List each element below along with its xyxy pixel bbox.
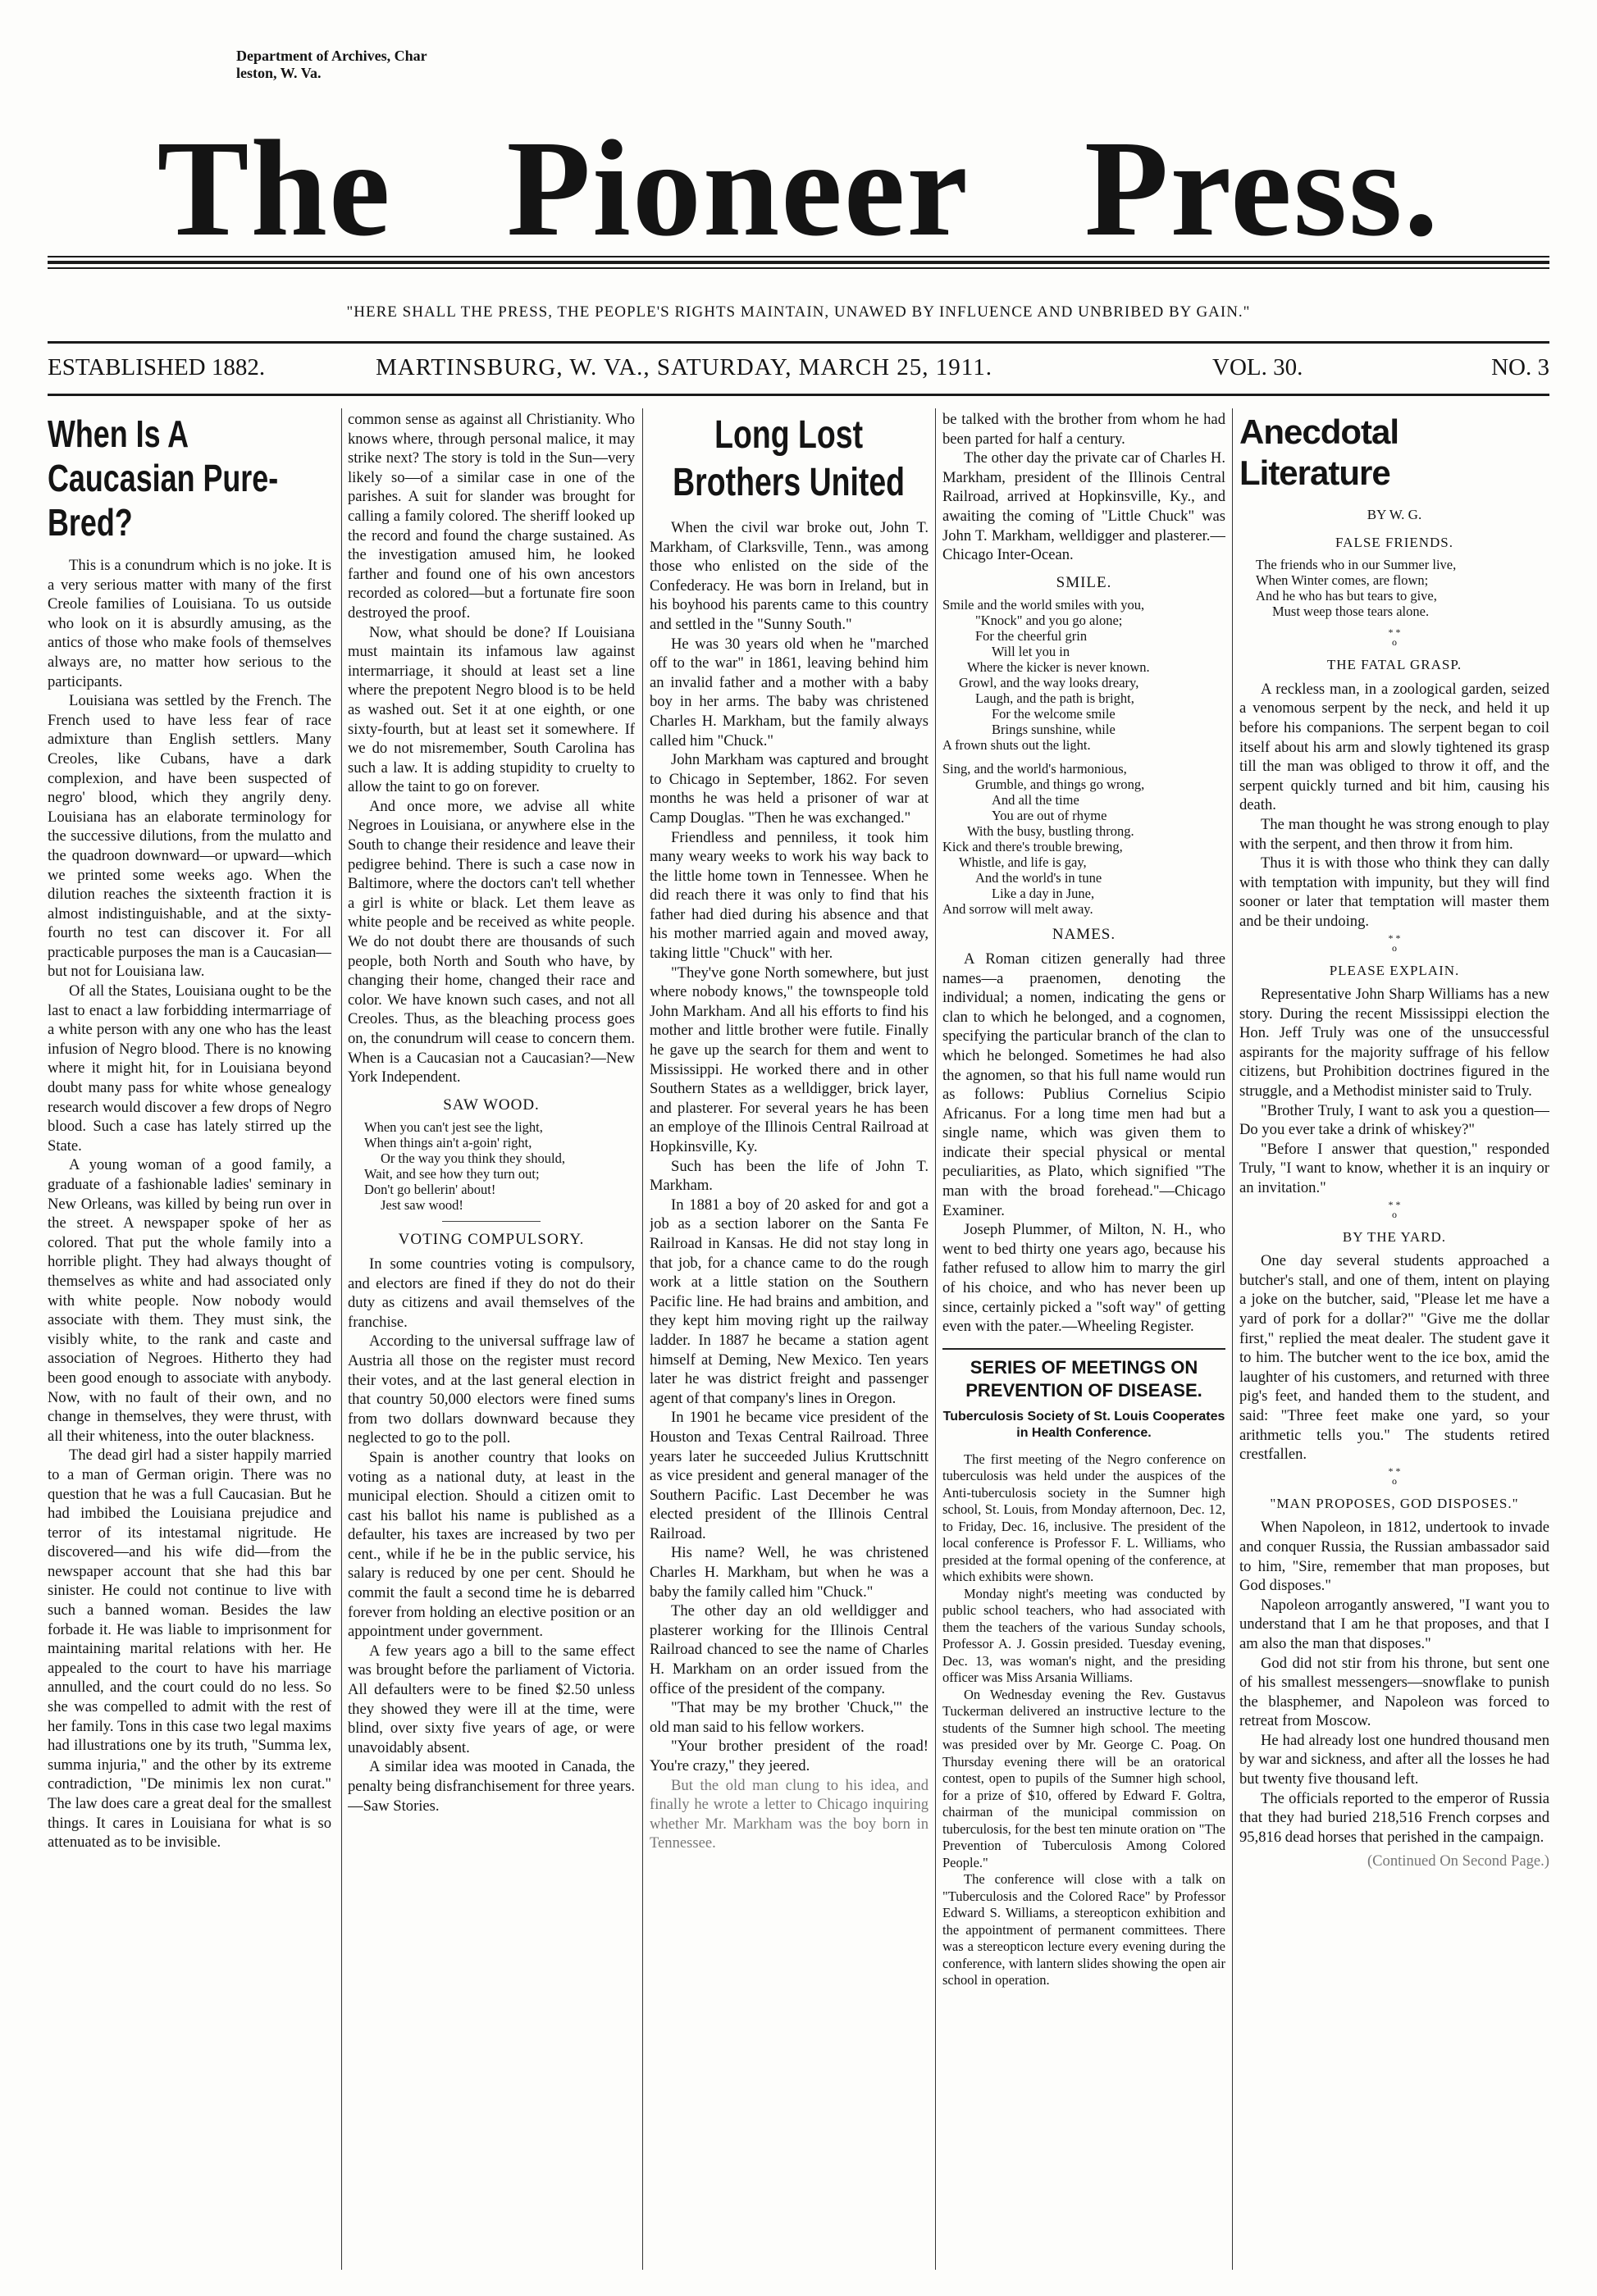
names-para-1: A Roman citizen generally had three names—a praenomen, denoting the individual; a nomen, indicating the gens or clan to which he belonged, and a cognomen, specifying the particular branch of the clan to which he belonged. Sometimes he had also the agnomen, so that his full name would run as follows: Publius Cornelius Scipio Africanus. For a long time men had but a single name, which was given them to indicate their special physical or mental peculiarities, as Plato, which signified "The man with the broad forehead."—Chicago Examiner. (942, 950, 1225, 1219)
smile-line: Kick and there's trouble brewing, (942, 839, 1123, 855)
please-explain-title: PLEASE EXPLAIN. (1329, 962, 1460, 978)
masthead-rule-top (48, 256, 1549, 257)
voting-para-5: A similar idea was mooted in Canada, the penalty being disfranchisement for three years.—Saw Stories. (348, 1758, 635, 1815)
smile-line: Where the kicker is never known. (967, 659, 1150, 676)
smile-line: Growl, and the way looks dreary, (959, 675, 1139, 691)
smile-verse (942, 597, 1225, 917)
col3-para-8: In 1901 he became vice president of the Houston and Texas Central Railroad. Three years later he succeeded Julius Kruttschnitt as vice president and general manager of the Southern Pacific. Last December he was elected president of the Illinois Central Railroad. (650, 1409, 929, 1542)
smile-line: Like a day in June, (992, 886, 1095, 902)
archive-stamp (236, 48, 427, 82)
column-rule-3 (935, 408, 936, 2270)
issue-number: NO. 3 (1491, 354, 1549, 380)
column-2 (348, 410, 635, 2267)
smile-line: And all the time (992, 792, 1079, 809)
false-friends-line: Must weep those tears alone. (1272, 604, 1430, 620)
headline-caucasian: When Is A Caucasian Pure-Bred? (48, 412, 279, 544)
false-friends-line: When Winter comes, are flown; (1256, 572, 1429, 589)
masthead-word-the: The (157, 112, 392, 265)
volume: VOL. 30. (1212, 354, 1303, 380)
saw-wood-line: When things ain't a-goin' right, (364, 1135, 532, 1151)
please-explain-para-2: "Brother Truly, I want to ask you a question—Do you ever take a drink of whiskey?" (1239, 1101, 1549, 1139)
motto: "HERE SHALL THE PRESS, THE PEOPLE'S RIGHTS MAINTAIN, UNAWED BY INFLUENCE AND UNBRIBED BY GAIN." (346, 303, 1251, 321)
masthead-word-press: Press. (1084, 112, 1440, 265)
col3-para-9: His name? Well, he was christened Charles H. Markham, but when he was a baby the family called him "Chuck." (650, 1544, 929, 1601)
ornament: * * o (1388, 1198, 1401, 1220)
masthead-word-pioneer: Pioneer (506, 112, 970, 265)
col2-para-2: Now, what should be done? If Louisiana must maintain its infamous law against intermarriage, it should at least set a line where the prepotent Negro blood is to be held as washed out. Set it at one eighth, or one sixty-fourth, but at least set it somewhere. If we do not misremember, South Carolina has such a law. It is adding stupidity to cruelty to allow the taint to go on forever. (348, 623, 635, 796)
archive-stamp-line2: leston, W. Va. (236, 65, 322, 81)
col1-para-1: This is a conundrum which is no joke. It is a very serious matter with many of the first Creole families of Louisiana. To us outside who look on it is absurdly amusing, as the antics of those who make fools of themselves always are, no matter how serious to the participants. (48, 557, 331, 690)
dateline (48, 354, 1549, 390)
man-proposes-para-5: The officials reported to the emperor of Russia that they had buried 218,516 French corpses and 95,816 dead horses that perished in the campaign. (1239, 1789, 1549, 1846)
names-para-2: Joseph Plummer, of Milton, N. H., who went to bed thirty one years ago, because his father refused to allow him to marry the girl of his choice, and who has never been up since, certainly picked a "soft way" of getting even with the pater.—Wheeling Register. (942, 1221, 1225, 1336)
please-explain-para-1: Representative John Sharp Williams has a new story. During the recent Mississippi election the Hon. Jeff Truly was one of the unsuccessful aspirants for the majority suffrage of his fellow citizens, but Prohibition doctrines figured in the struggle, and a Methodist minister said to Truly. (1239, 986, 1549, 1100)
smile-title: SMILE. (1056, 573, 1112, 591)
voting-compulsory-title: VOTING COMPULSORY. (398, 1231, 585, 1249)
voting-para-2: According to the universal suffrage law of Austria all those on the register must record their votes, and at the last general election in that country 50,000 electors were fined sums from two dollars downward because they neglected to go to the poll. (348, 1332, 635, 1447)
smile-line: For the welcome smile (992, 706, 1116, 722)
column-4 (942, 410, 1225, 2267)
col3-para-6: Such has been the life of John T. Markham. (650, 1157, 929, 1195)
col3-para-13: But the old man clung to his idea, and finally he wrote a letter to Chicago inquiring whether Mr. Markham was the boy born in Tennessee. (650, 1776, 929, 1852)
smile-line: Brings sunshine, while (992, 722, 1116, 738)
man-proposes-para-4: He had already lost one hundred thousand men by war and sickness, and after all the losses he had but twenty five thousand left. (1239, 1731, 1549, 1788)
smile-line: For the cheerful grin (975, 628, 1088, 645)
ornament: * * o (1388, 1465, 1401, 1487)
smile-line: Whistle, and life is gay, (959, 854, 1087, 871)
smile-line: Sing, and the world's harmonious, (942, 761, 1127, 777)
column-3 (650, 410, 929, 2267)
column-rule-1 (341, 408, 342, 2270)
established: ESTABLISHED 1882. (48, 354, 266, 380)
man-proposes-para-3: God did not stir from his throne, but sent one of his smallest messengers—snowflake to punish the blasphemer, and Napoleon was forced to retreat from Moscow. (1239, 1654, 1549, 1730)
series-meetings-title: SERIES OF MEETINGS ON PREVENTION OF DISEASE. (965, 1356, 1202, 1401)
man-proposes-para-1: When Napoleon, in 1812, undertook to invade and conquer Russia, the Russian ambassador said to him, "Sire, remember that man proposes, but God disposes." (1239, 1519, 1549, 1595)
smile-stanza-gap (942, 753, 1225, 761)
headline-anecdotal: Anecdotal Literature (1239, 412, 1399, 492)
col1-para-4: A young woman of a good family, a graduate of a fashionable ladies' seminary in New Orleans, was killed by being run over in the street. A newspaper spoke of her as colored. That put the whole family into a horrible plight. They had always thought of themselves as white and had associated only with white people. Now nobody would associate with them. They must sink, the visibly white, to the rank and caste and association of Negroes. Hitherto they had been good enough to associate with anybody. Now, with no fault of their own, and no change in themselves, they were thrust, with all their whiteness, into the outer blackness. (48, 1156, 331, 1445)
column-rule-2 (642, 408, 643, 2270)
saw-wood-line: Wait, and see how they turn out; (364, 1166, 540, 1182)
saw-wood-line: When you can't jest see the light, (364, 1119, 543, 1136)
smile-line: Laugh, and the path is bright, (975, 690, 1134, 707)
masthead-rule-thick (48, 261, 1549, 264)
archive-stamp-line1: Department of Archives, Char (236, 48, 427, 64)
divider (942, 1348, 1225, 1350)
false-friends-line: The friends who in our Summer live, (1256, 557, 1457, 573)
col3-para-7: In 1881 a boy of 20 asked for and got a job as a section laborer on the Santa Fe Railroad in Kansas. He did not stay long in that job, for a chance came to do the rough work at a little station on the Southern Pacific line. He had brains and ambition, and they kept him moving right up the railway ladder. In 1887 he became a station agent himself at Deming, New Mexico. Ten years later he was district freight and passenger agent of that company's lines in Oregon. (650, 1196, 929, 1407)
divider (442, 1221, 541, 1222)
dateline-rule-top (48, 341, 1549, 344)
series-para-1: The first meeting of the Negro conference on tuberculosis was held under the auspices of the Anti-tuberculosis society in the Sumner high school, St. Louis, from Monday afternoon, Dec. 12, to Friday, Dec. 16, inclusive. The president of the local conference is Professor F. L. Williams, who presided at the formal opening of the conference, at which exhibits were shown. (942, 1451, 1225, 1585)
smile-line: You are out of rhyme (992, 808, 1107, 824)
fatal-grasp-para-3: Thus it is with those who think they can dally with temptation with impunity, but they will find sooner or later that temptation will master them and be their undoing. (1239, 854, 1549, 930)
col1-para-2: Louisiana was settled by the French. The French used to have less fear of race admixture than English settlers. Many Creoles, like Cubans, have a dark complexion, and have been suspected of negro' blood, which they angrily deny. Louisiana has an elaborate terminology for the successive dilutions, from the mulatto and the quadroon downward—or upward—which we printed some weeks ago. When the dilution reaches the sixteenth fraction it is almost indistinguishable, and at the sixty-fourth no test can discover it. For all practicable purposes the man is a Caucasian—but not for Louisiana law. (48, 692, 331, 981)
smile-line: Smile and the world smiles with you, (942, 597, 1145, 613)
column-rule-4 (1232, 408, 1233, 2270)
ornament: * * o (1388, 932, 1401, 954)
column-1 (48, 410, 331, 2267)
col2-para-1: common sense as against all Christianity. Who knows where, through personal malice, it may strike next? The story is told in the Sun—very likely so—of a similar case in one of the parishes. A suit for slander was brought for calling a family colored. The sheriff looked up the record and found the charge sustained. As the investigation amused him, he looked farther and found one of his own ancestors recorded as colored—but a fortunate fire soon destroyed the proof. (348, 411, 635, 622)
col4-para-2: The other day the private car of Charles H. Markham, president of the Illinois Central Railroad, arrived at Hopkinsville, Ky., and awaiting the coming of "Little Chuck" was John T. Markham, welldigger and plasterer.—Chicago Inter-Ocean. (942, 449, 1225, 564)
dateline-rule-bottom (48, 394, 1549, 396)
col3-para-2: He was 30 years old when he "marched off to the war" in 1861, leaving behind him an invalid father and a mother with a baby boy in her arms. The baby was christened Charles H. Markham, but the family always called him "Chuck." (650, 635, 929, 749)
false-friends-verse (1239, 557, 1549, 619)
by-the-yard-para-1: One day several students approached a butcher's stall, and one of them, intent on playing a joke on the butcher, said, "Please let me have a yard of pork for a dollar?" "Give me the dollar first," replied the meat dealer. The student gave it to him. The butcher went to the ice box, amid the laughter of his customers, and returned with three pig's feet, and handed them to the student, and said: "Three feet make one yard, so your arithmetic tells you." The students retired crestfallen. (1239, 1252, 1549, 1464)
smile-line: With the busy, bustling throng. (967, 823, 1134, 840)
ornament: * * o (1388, 626, 1401, 649)
col3-para-1: When the civil war broke out, John T. Markham, of Clarksville, Tenn., was among those who enlisted on the side of the Confederacy. He was born in Ireland, but in his boyhood his parents came to this country and settled in the "Sunny South." (650, 519, 929, 633)
col2-para-3: And once more, we advise all white Negroes in Louisiana, or anywhere else in the South to change their residence and leave their pedigree behind. There is such a case now in Baltimore, where the doctors can't tell whether a girl is white or black. Let them leave as white people and be received as white people. We do not doubt there are thousands of such people, both North and South who have, by changing their home, changed their race and color. We have known such cases, and not all Creoles. Thus, as the bleaching process goes on, the conundrum will cease to concern them. When is a Caucasian not a Caucasian?—New York Independent. (348, 797, 635, 1086)
continued-note: (Continued On Second Page.) (1367, 1852, 1549, 1870)
col3-para-4: Friendless and penniless, it took him many weary weeks to work his way back to the little home town in Tennessee. When he did reach there it was only to find that his father had died during his absence and that his mother married again and moved away, taking little "Chuck" with her. (650, 828, 929, 963)
false-friends-line: And he who has but tears to give, (1256, 588, 1437, 604)
by-the-yard-title: BY THE YARD. (1342, 1228, 1447, 1245)
names-title: NAMES. (1052, 926, 1116, 944)
fatal-grasp-para-1: A reckless man, in a zoological garden, seized a venomous serpent by the neck, and held it up before his companions. The serpent began to coil itself about his arm and slowly tightened its grasp till the man was obliged to throw it off, and the serpent quickly turned and bit him, causing his death. (1239, 680, 1549, 814)
voting-para-4: A few years ago a bill to the same effect was brought before the parliament of Victoria. All defaulters were to be fined $2.50 unless they showed they were ill at the time, were blind, over sixty five years of age, or were unavoidably absent. (348, 1642, 635, 1756)
series-para-4: The conference will close with a talk on "Tuberculosis and the Colored Race" by Professor Edward S. Williams, a stereopticon exhibition and the appointment of permanent committees. There was a stereopticon lecture every evening during the conference, with lantern slides showing the open air school in operation. (942, 1871, 1225, 1988)
smile-line: And the world's in tune (975, 870, 1102, 886)
fatal-grasp-title: THE FATAL GRASP. (1326, 657, 1462, 673)
col3-para-10: The other day an old welldigger and plasterer working for the Illinois Central Railroad chanced to see the name of Charles H. Markham on an order issued from the office of the president of the company. (650, 1602, 929, 1697)
saw-wood-title: SAW WOOD. (443, 1096, 540, 1114)
saw-wood-line: Don't go bellerin' about! (364, 1182, 496, 1198)
smile-line: Grumble, and things go wrong, (975, 777, 1145, 793)
col1-para-5: The dead girl had a sister happily married to a man of German origin. There was no question that he was a full Caucasian. But he had imbibed the Louisiana prejudice and terror of its intestamal nigritude. He discovered—and his wife did—from the newspaper account that she had this bar sinister. He could not continue to live with such a banned woman. Besides the law forbade it. He was liable to imprisonment for maintaining marital relations with her. He appealed to the court to have his marriage annulled, and the court could do no less. So she was compelled to admit with the rest of her family. Tons in this case two legal maxims had illustrations one by its truth, "Summa lex, summa injuria," and the other by its extreme contradiction, "De minimis lex non curat." The law does care a great deal for the smallest things. It cares in Louisiana for what is so attenuated as to be invisible. (48, 1446, 331, 1852)
smile-line: A frown shuts out the light. (942, 737, 1091, 754)
man-proposes-para-2: Napoleon arrogantly answered, "I want you to understand that I am he that proposes, and that I am also the man that disposes." (1239, 1596, 1549, 1652)
column-5 (1239, 410, 1549, 2267)
series-meetings-subtitle: Tuberculosis Society of St. Louis Cooperates in Health Conference. (942, 1409, 1225, 1440)
voting-para-3: Spain is another country that looks on voting as a national duty, at least in the municipal election. Should a citizen omit to cast his ballot his name is published as a defaulter, his taxes are increased by two per cent., while if he be in the public service, his salary is reduced by one per cent. Should he commit the fault a second time he is debarred forever from holding an elective position or an appointment under government. (348, 1448, 635, 1641)
masthead-rule-bottom (48, 267, 1549, 269)
col3-para-3: John Markham was captured and brought to Chicago in September, 1862. For seven months he was held a prisoner of war at Camp Douglas. "Then he was exchanged." (650, 751, 929, 827)
saw-wood-verse (348, 1119, 635, 1213)
saw-wood-line: Jest saw wood! (381, 1197, 463, 1214)
col3-para-11: "That may be my brother 'Chuck,'" the old man said to his fellow workers. (650, 1699, 929, 1736)
smile-line: And sorrow will melt away. (942, 901, 1093, 918)
col3-para-5: "They've gone North somewhere, but just where nobody knows," the townspeople told John Markham. And all his efforts to find his mother and little brother were futile. Finally he gave up the search for them and went to Mississippi. He worked there and in other Southern States as a welldigger, brick layer, and plasterer. For several years he has been an employe of the Illinois Central Railroad at Hopkinsville, Ky. (650, 963, 929, 1155)
col3-para-12: "Your brother president of the road! You're crazy," they jeered. (650, 1738, 929, 1774)
false-friends-title: FALSE FRIENDS. (1335, 534, 1454, 550)
man-proposes-title: "MAN PROPOSES, GOD DISPOSES." (1270, 1495, 1519, 1511)
byline: BY W. G. (1367, 507, 1422, 522)
fatal-grasp-para-2: The man thought he was strong enough to play with the serpent, and then throw it from him. (1239, 815, 1549, 853)
smile-line: Will let you in (992, 644, 1070, 660)
col1-para-3: Of all the States, Louisiana ought to be the last to enact a law forbidding intermarriage of a white person with any one who has the least infusion of Negro blood. There is no knowing where it might hit, for in Louisiana beyond doubt many pass for white whose genealogy research would discover a few drops of Negro blood. Such a case has lately stirred up the State. (48, 982, 331, 1155)
voting-para-1: In some countries voting is compulsory, and electors are fined if they do not do their duty as citizens and avail themselves of the franchise. (348, 1255, 635, 1331)
headline-brothers: Long Lost Brothers United (673, 413, 906, 504)
masthead-title (0, 112, 1597, 265)
please-explain-para-3: "Before I answer that question," responded Truly, "I want to know, whether it is an inquiry or an invitation." (1239, 1140, 1549, 1197)
series-para-2: Monday night's meeting was conducted by public school teachers, who had associated with them the teachers of the various Sunday schools, Professor A. J. Gossin presided. Tuesday evening, Dec. 13, was woman's night, and the presiding officer was Miss Arsania Williams. (942, 1585, 1225, 1686)
col4-para-1: be talked with the brother from whom he had been parted for half a century. (942, 411, 1225, 448)
series-body (942, 1451, 1225, 1989)
series-para-3: On Wednesday evening the Rev. Gustavus Tuckerman delivered an instructive lecture to the students of the Sumner high school. The meeting was presided over by Mr. George C. Poag. On Thursday evening there will be an oratorical contest, open to pupils of the Sumner high school, for a prize of $10, offered by Edward F. Goltra, chairman of the municipal commission on tuberculosis, for the best ten minute oration on "The Prevention of Tuberculosis Among Colored People." (942, 1686, 1225, 1870)
smile-line: "Knock" and you go alone; (975, 613, 1123, 629)
saw-wood-line: Or the way you think they should, (381, 1150, 566, 1167)
place-date: MARTINSBURG, W. VA., SATURDAY, MARCH 25, 1911. (376, 354, 992, 380)
